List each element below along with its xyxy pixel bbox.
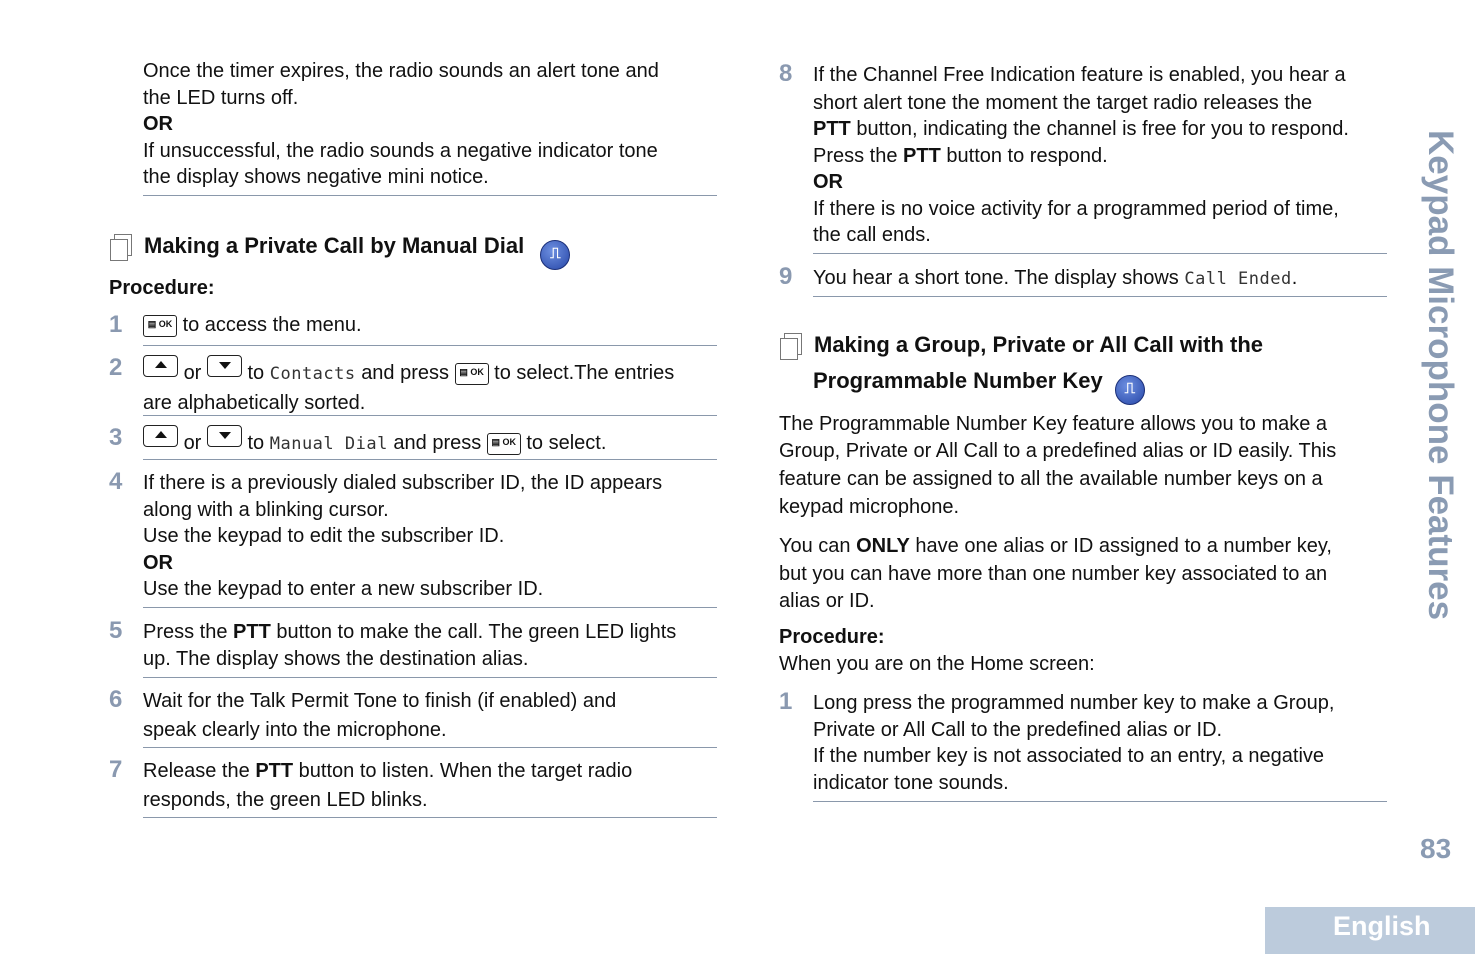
intro-line: the LED turns off. (143, 86, 299, 109)
to-text: to (247, 362, 265, 384)
step-4-line: Use the keypad to edit the subscriber ID. (143, 525, 505, 547)
procedure-label: Procedure: (779, 626, 885, 648)
or-text: or (183, 432, 202, 454)
section-title: Making a Private Call by Manual Dial (144, 233, 525, 258)
divider (143, 747, 717, 748)
step-8-line: short alert tone the moment the target radio releases the (813, 91, 1313, 114)
up-arrow-key-icon (143, 355, 178, 377)
para-text: have one alias or ID assigned to a number key, (915, 535, 1332, 557)
step-5-text: button to make the call. The green LED lights (276, 621, 677, 643)
step-4-line: Use the keypad to enter a new subscriber ID. (143, 578, 544, 600)
menu-ok-key-icon: ▤ OK (487, 433, 521, 455)
ptt-label: PTT (903, 144, 941, 167)
step-5-line: up. The display shows the destination alias. (143, 647, 529, 670)
ptt-label: PTT (255, 760, 294, 782)
or-label: OR (143, 551, 173, 574)
step-8-line: If there is no voice activity for a programmed period of time, (813, 197, 1339, 220)
intro-line: the display shows negative mini notice. (143, 166, 489, 188)
step-line: Long press the programmed number key to make a Group, (813, 692, 1335, 714)
para-line: keypad microphone. (779, 495, 960, 518)
step-8-text: button to respond. (946, 144, 1108, 167)
step-text (143, 758, 733, 813)
step-number: 9 (779, 263, 793, 290)
chapter-title-text: Keypad Microphone Features (1421, 130, 1460, 621)
step-4-line: along with a blinking cursor. (143, 498, 389, 521)
or-text: or (183, 362, 202, 384)
intro-block (143, 58, 733, 191)
section-heading (779, 327, 1379, 405)
step-text (143, 355, 733, 416)
menu-ok-key-icon: ▤ OK (143, 315, 177, 337)
divider (143, 345, 717, 346)
para-line: feature can be assigned to all the available number keys on a (779, 468, 1323, 490)
down-arrow-key-icon (207, 355, 242, 377)
display-text-contacts: Contacts (269, 364, 356, 384)
paragraph (779, 533, 1399, 615)
step-text (813, 690, 1403, 796)
only-label: ONLY (856, 535, 910, 557)
step-number: 8 (779, 60, 793, 87)
step-8-line: the call ends. (813, 224, 931, 246)
step-7-text: Release the (143, 760, 250, 782)
step-8-text: Press the (813, 144, 898, 167)
step-2-text: to select.The entries (494, 362, 675, 384)
divider (143, 415, 717, 416)
step-3-text: to select. (526, 432, 607, 454)
step-line: indicator tone sounds. (813, 771, 1009, 794)
step-8-line: If the Channel Free Indication feature is enabled, you hear a (813, 64, 1346, 86)
intro-line: Once the timer expires, the radio sounds an alert tone and (143, 60, 659, 82)
para-text: You can (779, 535, 851, 557)
chapter-title (1420, 130, 1460, 621)
para-line: but you can have more than one number key associated to an (779, 562, 1328, 585)
step-4-line: If there is a previously dialed subscriber ID, the ID appears (143, 472, 663, 494)
intro-line: If unsuccessful, the radio sounds a negative indicator tone (143, 139, 658, 162)
para-line: alias or ID. (779, 590, 875, 612)
step-5-text: Press the (143, 621, 228, 643)
down-arrow-key-icon (207, 425, 242, 447)
step-7-line: responds, the green LED blinks. (143, 788, 428, 811)
step-text (143, 470, 733, 603)
page-number: 83 (1420, 833, 1452, 864)
display-text-manual-dial: Manual Dial (269, 434, 388, 454)
para-line: Group, Private or All Call to a predefined alias or ID easily. This (779, 439, 1337, 462)
step-text (813, 62, 1403, 249)
divider (813, 296, 1387, 297)
feature-badge-icon: ⎍ (1115, 375, 1145, 405)
period: . (1291, 267, 1298, 289)
step-6-line: Wait for the Talk Permit Tone to finish (if enabled) and (143, 690, 617, 712)
display-text-call-ended: Call Ended (1184, 269, 1292, 289)
section-title-2: Programmable Number Key (813, 368, 1103, 393)
to-text: to (247, 432, 265, 454)
step-6-line: speak clearly into the microphone. (143, 718, 447, 741)
section-heading (109, 228, 570, 270)
language-tab (1265, 907, 1475, 954)
step-text (143, 312, 362, 339)
language-label: English (1333, 911, 1431, 941)
paragraph (779, 411, 1399, 520)
press-text: and press (361, 362, 450, 384)
divider (813, 253, 1387, 254)
divider (143, 195, 717, 196)
menu-ok-key-icon: ▤ OK (455, 363, 489, 385)
step-7-text: button to listen. When the target radio (298, 760, 633, 782)
or-label: OR (813, 171, 843, 193)
step-text (143, 688, 733, 743)
ptt-label: PTT (813, 118, 851, 140)
divider (143, 817, 717, 818)
step-number: 2 (109, 354, 123, 381)
step-9-text: You hear a short tone. The display shows (813, 267, 1179, 289)
divider (813, 801, 1387, 802)
step-number: 4 (109, 468, 123, 495)
procedure-label: Procedure: (109, 277, 215, 299)
step-number: 7 (109, 756, 123, 783)
or-label: OR (143, 113, 173, 135)
step-number: 1 (779, 688, 793, 715)
step-number: 6 (109, 686, 123, 713)
up-arrow-key-icon (143, 425, 178, 447)
feature-badge-icon: ⎍ (540, 240, 570, 270)
step-8-text: button, indicating the channel is free for you to respond. (856, 118, 1349, 140)
step-number: 5 (109, 617, 123, 644)
step-text (143, 425, 606, 458)
divider (143, 607, 717, 608)
divider (143, 677, 717, 678)
procedure-intro: When you are on the Home screen: (779, 653, 1095, 675)
section-icon (784, 333, 802, 355)
step-number: 1 (109, 311, 123, 338)
divider (143, 459, 717, 460)
step-2-text-2: are alphabetically sorted. (143, 391, 366, 414)
step-1-text: to access the menu. (182, 314, 362, 336)
step-text (813, 265, 1297, 293)
section-title: Making a Group, Private or All Call with the (814, 332, 1264, 357)
section-icon (114, 234, 132, 256)
step-text (143, 619, 733, 672)
step-line: Private or All Call to the predefined alias or ID. (813, 718, 1223, 741)
step-number: 3 (109, 424, 123, 451)
step-line: If the number key is not associated to an entry, a negative (813, 745, 1325, 767)
press-text: and press (393, 432, 482, 454)
ptt-label: PTT (233, 621, 271, 643)
para-line: The Programmable Number Key feature allows you to make a (779, 413, 1328, 435)
